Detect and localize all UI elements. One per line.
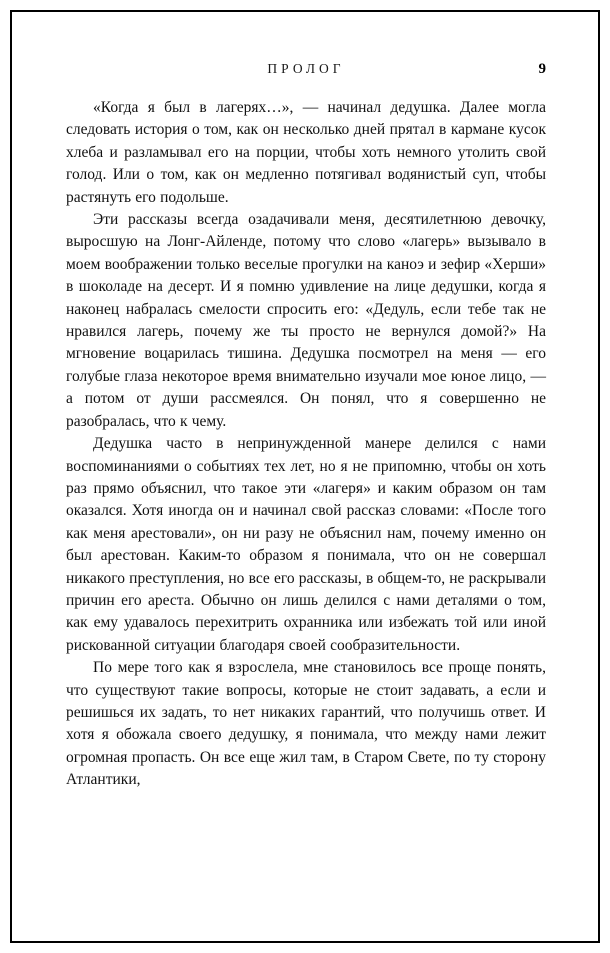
paragraph: Дедушка часто в непринужденной манере делился с нами воспоминаниями о событиях тех лет, но я не припомню, чтобы он хоть раз прямо объяснил, что такое эти «лагеря» и каким образом он там оказался. Хотя иногда он и начинал свой рассказ словами: «После того как меня арестовали», он ни разу не объяснил нам, почему именно он был арестован. Каким-то образом я понимала, что он не совершал никакого преступления, но все его рассказы, в общем-то, не раскрывали причин его ареста. Обычно он лишь делился с нами деталями о том, как ему удавалось перехитрить охранника или избежать той или иной рискованной ситуации благодаря своей сообразительности. <box>66 435 546 654</box>
page-number: 9 <box>538 61 546 77</box>
paragraph: По мере того как я взрослела, мне становилось все проще понять, что существуют такие вопросы, которые не стоит задавать, а если и решишься их задать, то нет никаких гарантий, что получишь ответ. И хотя я обожала своего дедушку, я понимала, что между нами лежит огромная пропасть. Он все еще жил там, в Старом Свете, по ту сторону Атлантики, <box>66 659 546 789</box>
paragraph: «Когда я был в лагерях…», — начинал дедушка. Далее могла следовать история о том, как он несколько дней прятал в кармане кусок хлеба и разламывал его на порции, чтобы хоть немного утолить свой голод. Или о том, как он медленно потягивал водянистый суп, чтобы растянуть его подольше. <box>66 99 546 206</box>
running-title: ПРОЛОГ <box>267 61 345 76</box>
page-body <box>66 97 546 792</box>
page-header <box>66 60 546 78</box>
paragraph: Эти рассказы всегда озадачивали меня, десятилетнюю девочку, выросшую на Лонг-Айленде, потому что слово «лагерь» вызывало в моем воображении только веселые прогулки на каноэ и зефир «Херши» в шоколаде на десерт. И я помню удивление на лице дедушки, когда я наконец набралась смелости спросить его: «Дедуль, если тебе так не нравился лагерь, почему же ты просто не вернулся домой?» На мгновение воцарилась тишина. Дедушка посмотрел на меня — его голубые глаза некоторое время внимательно изучали мое юное лицо, — а потом от души рассмеялся. Он понял, что я совершенно не разобралась, что к чему. <box>66 211 546 430</box>
